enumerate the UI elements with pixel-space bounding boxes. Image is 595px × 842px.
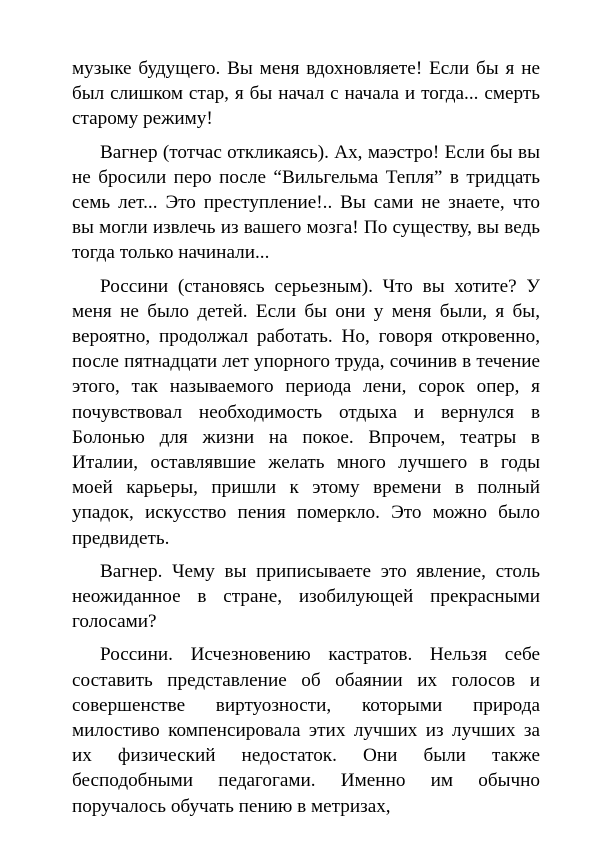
paragraph-continuation: музыке будущего. Вы меня вдохновляете! Если бы я не был слишком стар, я бы начал с начала и тогда... смерть старому режиму! [72,58,540,130]
paragraph-rossini-castrati: Россини. Исчезновению кастратов. Нельзя себе составить представление об обаянии их голосов и совершенстве виртуозности, которыми природа милостиво компенсировала этих лучших из лучших за их физический недостаток. Они были также бесподобными педагогами. Именно им обычно поручалось обучать пению в метризах, [72,644,540,817]
document-page [72,56,540,827]
paragraph-wagner-reply: Вагнер (тотчас откликаясь). Ах, маэстро! Если бы вы не бросили перо после “Вильгельма Тепля” в тридцать семь лет... Это преступление!.. Вы сами не знаете, что вы могли извлечь из вашего мозга! По существу, вы ведь тогда только начинали... [72,141,540,264]
paragraph-wagner-question: Вагнер. Чему вы приписываете это явление, столь неожиданное в стране, изобилующей прекрасными голосами? [72,560,540,633]
paragraph-rossini-reply: Россини (становясь серьезным). Что вы хотите? У меня не было детей. Если бы они у меня были, я бы, вероятно, продолжал работать. Но, говоря откровенно, после пятнадцати лет упорного труда, сочинив в течение этого, так называемого периода лени, сорок опер, я почувствовал необходимость отдыха и вернулся в Болонью для жизни на покое. Впрочем, театры в Италии, оставлявшие желать много лучшего в годы моей карьеры, пришли к этому времени в полный упадок, искусство пения померкло. Это можно было предвидеть. [72,275,540,549]
